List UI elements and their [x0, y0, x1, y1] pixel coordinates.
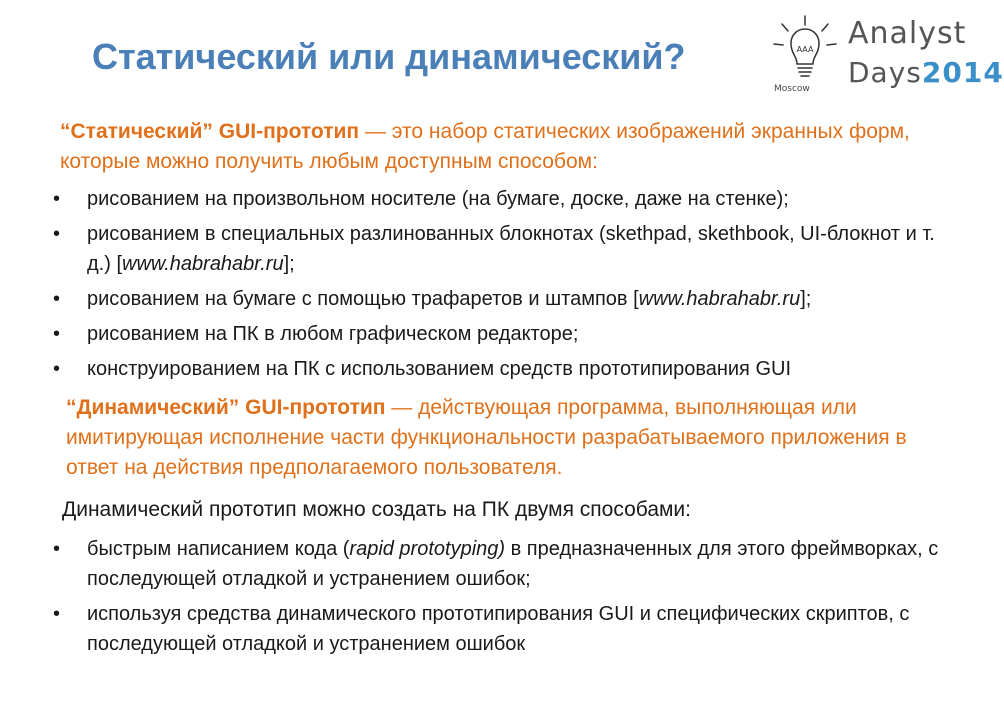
list-item: [50, 534, 940, 594]
static-definition-text: — это набор статических изображений экранных форм, которые можно получить любым доступным способом:: [60, 120, 910, 173]
list-item-text: конструированием на ПК с использованием средств прототипирования GUI: [87, 358, 792, 380]
dynamic-intro: Динамический прототип можно создать на ПК двумя способами:: [62, 498, 691, 521]
list-item-text: быстрым написанием кода (: [87, 538, 350, 560]
slide-title: Статический или динамический?: [92, 36, 686, 77]
bullet-icon: •: [53, 188, 61, 210]
logo-days: [848, 56, 1004, 89]
reference-link: www.habrahabr.ru: [638, 288, 801, 310]
logo-caption: Moscow: [774, 84, 810, 94]
list-item: [50, 354, 940, 384]
list-item: [50, 599, 940, 659]
lightbulb-label: AAA: [796, 45, 814, 54]
dynamic-term: “Динамический” GUI-прототип: [66, 396, 386, 419]
list-item-text: рисованием в специальных разлинованных блокнотах (skethpad, skethbook, UI-блокнот и т. д.) [: [87, 223, 935, 275]
static-definition: [60, 117, 940, 177]
static-methods-list: [50, 184, 940, 389]
reference-link: www.habrahabr.ru: [122, 253, 284, 275]
dynamic-definition-text: — действующая программа, выполняющая или имитирующая исполнение части функциональности разрабатываемого приложения в ответ на действия предполагаемого пользователя.: [66, 396, 907, 479]
list-item: [50, 319, 940, 349]
static-term: “Статический” GUI-прототип: [60, 120, 360, 143]
list-item-text: рисованием на ПК в любом графическом редакторе;: [87, 323, 579, 345]
dynamic-definition: [66, 393, 936, 483]
logo-year: 2014: [921, 56, 1004, 89]
bullet-icon: •: [53, 223, 61, 245]
list-item: [50, 219, 940, 279]
list-item-text: рисованием на бумаге с помощью трафаретов и штампов [: [87, 288, 639, 310]
list-item-tail: ];: [800, 288, 812, 310]
lightbulb-icon: [770, 14, 840, 86]
bullet-icon: •: [53, 288, 61, 310]
logo-days-word: Days: [848, 56, 922, 89]
list-item: [50, 284, 940, 314]
list-item-emphasis: rapid prototyping): [349, 538, 506, 560]
bullet-icon: •: [53, 323, 61, 345]
logo-analyst: Analyst: [848, 16, 967, 51]
analyst-days-logo: [770, 14, 1004, 100]
list-item-tail: ];: [283, 253, 295, 275]
bullet-icon: •: [53, 538, 61, 560]
list-item-text: рисованием на произвольном носителе (на бумаге, доске, даже на стенке);: [87, 188, 789, 210]
bullet-icon: •: [53, 603, 61, 625]
list-item-text: используя средства динамического прототипирования GUI и специфических скриптов, с последующей отладкой и устранением ошибок: [87, 603, 910, 655]
list-item: [50, 184, 940, 214]
dynamic-methods-list: [50, 534, 940, 664]
list-item-tail: в предназначенных для этого фреймворках, с последующей отладкой и устранением ошибок;: [87, 538, 939, 590]
bullet-icon: •: [53, 358, 61, 380]
